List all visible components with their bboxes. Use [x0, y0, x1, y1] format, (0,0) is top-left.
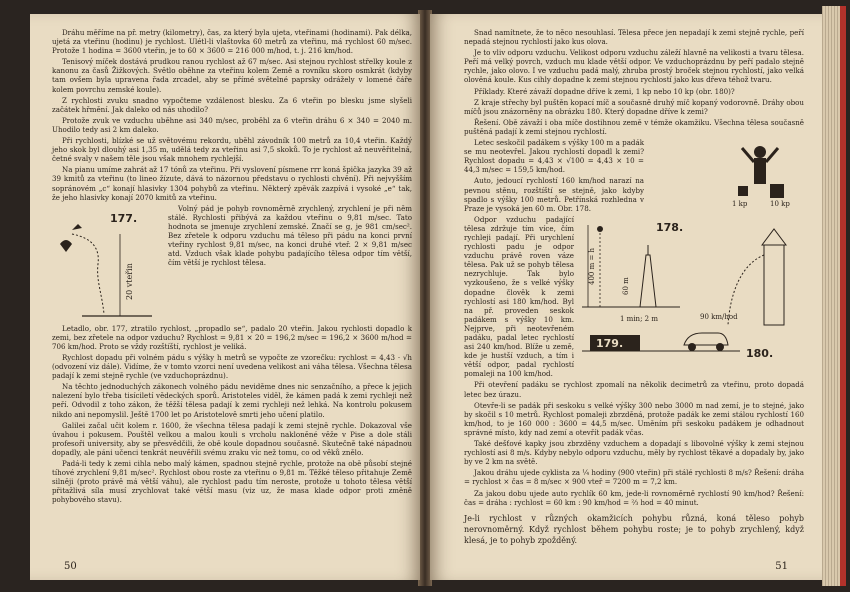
- height-label: 400 m = h: [588, 247, 596, 285]
- paragraph: Za jakou dobu ujede auto rychlík 60 km, jede-li rovnoměrně rychlostí 90 km/hod? Řešení: čas = dráha : rychlost = 60 km : 90 km/hod = ⅔ hod = 40 minut.: [464, 488, 804, 507]
- left-text-column: [52, 28, 412, 506]
- paragraph: Odpor vzduchu padající tělesa zdržuje tím více, čím rychleji padají. Při urychlení rychlosti padu je odpor vzduchu právě roven váze tělesa. Pak už se pohyb tělesa nezrychluje. Tak bylo vyzkoušeno, že s velké výšky dopadne člověk k zemi rychlostí asi 180 km/hod. Byl na př. proveden seskok padákem s výšky 10 km. Nejprve, při neotevřeném padáku, padal letec rychlostí asi 240 km/hod. Blíže u země, kde je hustší vzduch, a tím i větší odpor, padal rychlostí pomaleji na 100 km/hod.: [464, 214, 574, 379]
- paragraph: Letec seskočil padákem s výšky 100 m a padák se mu neotevřel. Jakou rychlostí dopadl k zemi? Rychlost dopadu = 4,43 × √100 = 4,43 × 10 = 44,3 m/sec = 159,5 km/hod.: [464, 138, 644, 175]
- paragraph: Při rychlosti, blízké se už světovému rekordu, uběhl závodník 100 metrů za 10,4 vteřin. Každý jeho skok byl dlouhý asi 1,35 m, udělá tedy za vteřinu asi 7,5 skoků. To je rychlost až neuvěřitelná, četné svaly v našem těle jsou však mnohem rychlejší.: [52, 136, 412, 164]
- paragraph: Volný pád je pohyb rovnoměrně zrychlený, zrychlení je při něm stálé. Rychlosti přibývá za každou vteřinu o 9,81 m/sec. Tato hodnota se jmenuje zrychlení zemské. Značí se g, je 981 cm/sec². Bez zřetele k odporu vzduchu má těleso při pádu na konci první vteřiny rychlost 9,81 m/sec, na konci druhé vteř. 2 × 9,81 m/sec atd. Vzduch však klade pohybu padajícího tělesa odpor tím větší, čím větší je rychlost tělesa.: [168, 203, 412, 268]
- paragraph: Dráhu měříme na př. metry (kilometry), čas, za který byla ujeta, vteřinami (hodinami). Pak délka, ujetá za vteřinu (hodinu) je rychlost. Ulétl-li vlaštovka 60 metrů za vteřinu, má rychlost 60 m/sec. Protože 1 hodina = 3600 vteřin, je to 60 × 3600 = 216 000 m/hod, t. j. 216 km/hod.: [52, 28, 412, 56]
- figure-180-label: 180.: [746, 346, 774, 360]
- paragraph: Snad namítnete, že to něco nesouhlasí. Tělesa přece jen nepadají k zemi stejně rychle, peří nepadá stejnou rychlostí jako kus olova.: [464, 28, 804, 47]
- paragraph: Je to vliv odporu vzduchu. Velikost odporu vzduchu záleží hlavně na velikosti a tvaru tělesa. Peří má velký povrch, vzduch mu klade větší odpor. Ve vzduchoprázdnu by peří padalo stejně rychle, jako olovo. I ve vzduchu padá malý, zhruba prostý broček stejnou rychlostí, jako velká olověná koule. Kus cihly dopadne k zemi stejnou rychlostí jako kus dřeva téhož tvaru.: [464, 48, 804, 85]
- figure-label: 177.: [110, 211, 138, 225]
- fall-time-label: 20 vteřin: [125, 262, 134, 300]
- figure-179-label: 179.: [596, 336, 624, 350]
- distance-label: 1 min; 2 m: [620, 314, 658, 323]
- paragraph: Také dešťové kapky jsou zbrzděny vzduchem a dopadají s libovolné výšky k zemi stejnou rychlostí asi 8 m/s. Kdyby nebylo odporu vzduchu, měly by rychlost těkavé a dopadaly by, jako by ve 2 km na světě.: [464, 439, 804, 467]
- paragraph: Z kraje střechy byl puštěn kopací míč a současně druhý míč kopaný vodorovně. Dráhy obou míčů jsou znázorněny na obrázku 180. Který dopadne dříve k zemi?: [464, 97, 804, 116]
- paragraph: Padá-li tedy k zemi cihla nebo malý kámen, spadnou stejně rychle, protože na obě působí stejné tíhové zrychlení 9,81 m/sec². Rychlost obou roste za vteřinu o 9,81 m. Těžké těleso přitahuje Země silněji (proto právě má větší váhu), ale rychlost padu tím neroste, protože u tohoto tělesa větší přitažlivá síla musí zrychlovat také větší masu (viz uz, že masa klade odpor proti změně pohybového stavu).: [52, 459, 412, 505]
- figure-180-weights: [650, 138, 804, 215]
- left-page: [30, 14, 420, 580]
- page-edges: [822, 6, 846, 586]
- paragraph: Z rychlosti zvuku snadno vypočteme vzdálenost blesku. Za 6 vteřin po blesku jsme slyšeli začátek hřmění. Jak daleko od nás uhodilo?: [52, 95, 412, 114]
- weight-large-label: 10 kp: [770, 200, 790, 209]
- paragraph: Tenisový míček dostává prudkou ranou rychlost až 67 m/sec. Asi stejnou rychlost střelky koule z kanonu za časů Žižkových. Světlo oběhne za vteřinu kolem Země a rovníku skoro osmkrát (kdyby tam ovšem byla upravena řada zrcadel, aby se přímé světelné paprsky odrážely v lomené čáře kolem povrchu zemské koule).: [52, 57, 412, 94]
- page-number: 51: [775, 561, 788, 572]
- bookmark-ribbon: [840, 6, 846, 586]
- figure-177: [52, 204, 162, 324]
- paragraph: Otevře-li se padák při seskoku s velké výšky 300 nebo 3000 m nad zemí, je to stejné, jako by skočil s 10 metrů. Rychlost pomaleji zbrzděná, protože padák ke zemi stálou rychlostí 160 km/hod, to je 160 000 : 3600 = 44,5 m/sec. Uměním při seskoku padákem je odhadnout správné místo, kdy nad zemí a otevřít padák včas.: [464, 400, 804, 437]
- paragraph: Protože zvuk ve vzduchu uběhne asi 340 m/sec, proběhl za 6 vteřin dráhu 6 × 340 = 2040 m. Uhodilo tedy asi 2 km daleko.: [52, 115, 412, 134]
- falling-plane-illustration: [52, 204, 162, 324]
- weights-illustration: [650, 138, 800, 208]
- speed-label: 90 km/hod: [700, 312, 738, 321]
- paragraph: Na těchto jednoduchých zákonech volného pádu neviděme dnes nic senzačního, a přece k jejich nalezení bylo třeba tisíciletí vědeckých sporů. Aristoteles viděl, že kámen padá k zemi rychleji než peří. Odvodil z toho zákon, že těžší tělesa padají k zemi rychleji než lehká. Na kontrolu pokusem nikdo ani nepomyslil. Ještě 1700 let po Aristotelově smrti jeho učení platilo.: [52, 382, 412, 419]
- right-page: [430, 14, 822, 580]
- paragraph: Galilei začal učit kolem r. 1600, že všechna tělesa padají k zemi stejně rychle. Dokazoval vše úvahou i pokusem. Pouštěl velkou a malou kouli s vrcholu nakloněné věže v Pise a dole stáli profesoři university, aby se přesvědčili, že obě koule dopadnou současně. Skutečně také nápadnou dopadly, ale páni učenci tenkrát neuvěřili svému zraku víc než tomu, co od věků znělo.: [52, 420, 412, 457]
- tower-height-label: 60 m: [622, 277, 630, 295]
- paragraph: Na pianu umíme zahrát až 17 tónů za vteřinu. Při vyslovení písmene rrr koná špička jazyka 39 až 39 kmitů za vteřinu (to lineo žízute, dává to názornou představu o rychlosti chvění). Při nejvyšším sopránovém „c“ konají hlasivky 1304 pohybů za vteřinu. Některý zpěvák zazpívá i vysoké „e“ tak, že jeho hlasivky konají 2070 kmitů za vteřinu.: [52, 165, 412, 202]
- paragraph: Letadlo, obr. 177, ztratilo rychlost, „propadlo se“, padalo 20 vteřin. Jakou rychlosti dopadlo k zemi, bez zřetele na odpor vzduchu? Rychlost = 9,81 × 20 = 196,2 m/sec = 196,2 × 3600 m/hod = 706 km/hod. Proto se vždy rozštíští, rychlost je veliká.: [52, 323, 412, 351]
- figure-178-label: 178.: [656, 220, 684, 234]
- paragraph: Při otevření padáku se rychlost zpomalí na několik decimetrů za vteřinu, proto dopadá letec bez úrazu.: [464, 380, 804, 399]
- paragraph: Auto, jedoucí rychlostí 160 km/hod narazí na pevnou stěnu, rozštíští se stejně, jako kdyby spadlo s výšky 100 metrů. Petřínská rozhledna v Praze je vysoká jen 60 m. Obr. 178.: [464, 176, 644, 213]
- right-text-column: [464, 28, 804, 509]
- figures-178-179-180: [580, 215, 808, 365]
- closing-paragraph: Je-li rychlost v různých okamžicích pohybu různá, koná těleso pohyb nerovnoměrný. Když rychlost během pohybu roste; je to pohyb zrychlený, když klesá, je to pohyb zpožděný.: [464, 514, 804, 545]
- paragraph: Rychlost dopadu při volném pádu s výšky h metrů se vypočte ze vzorečku: rychlost = 4,43 · √h (odvození viz dále). Vidíme, že v tomto vzorci není uvedena velikost ani váha tělesa. Všechna tělesa padají k zemi stejně rychle (ve vzduchoprázdnu).: [52, 352, 412, 381]
- page-number: 50: [64, 561, 77, 572]
- weight-small-label: 1 kp: [732, 200, 748, 209]
- paragraph: Řešení. Obě závaží i oba míče dostihnou země v témže okamžiku. Všechna tělesa současně puštěná padají k zemi stejnou rychlostí.: [464, 117, 804, 136]
- paragraph: Jakou dráhu ujede cyklista za ¼ hodiny (900 vteřin) při stálé rychlosti 8 m/s? Řešení: dráha = rychlost × čas = 8 m/sec × 900 vteř = 7200 m = 7,2 km.: [464, 468, 804, 487]
- paragraph: Příklady. Které závaží dopadne dříve k zemi, 1 kp nebo 10 kp (obr. 180)?: [474, 86, 735, 96]
- figures-illustration: [580, 215, 808, 365]
